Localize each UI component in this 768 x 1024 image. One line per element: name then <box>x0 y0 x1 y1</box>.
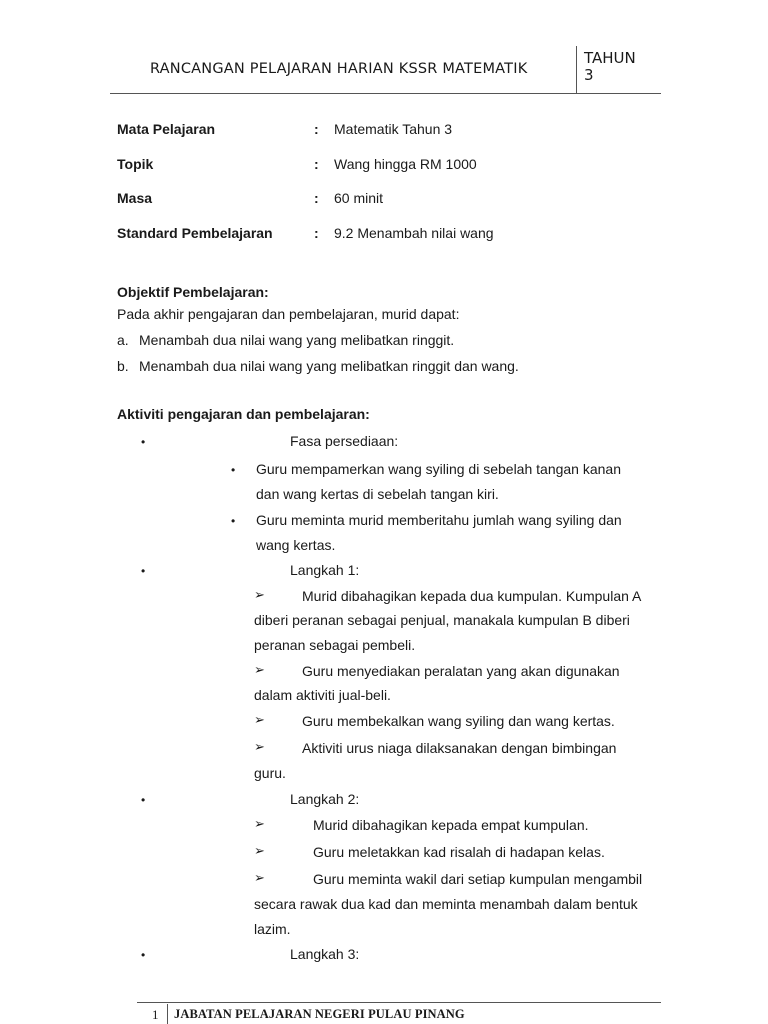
bullet-icon: • <box>141 435 146 449</box>
langkah1-item-line: Guru menyediakan peralatan yang akan digunakan <box>302 663 620 679</box>
info-value-subject: Matematik Tahun 3 <box>334 121 453 137</box>
langkah2-item-line: Guru meminta wakil dari setiap kumpulan mengambil <box>313 871 643 887</box>
langkah1-item-line: Guru membekalkan wang syiling dan wang kertas. <box>302 713 615 729</box>
langkah2-item-line: secara rawak dua kad dan meminta menambah dalam bentuk <box>254 896 638 912</box>
footer-rule <box>137 1002 661 1003</box>
bullet-icon: • <box>141 793 146 807</box>
langkah1-item-line: peranan sebagai pembeli. <box>254 637 416 653</box>
fasa-item-line: Guru mempamerkan wang syiling di sebelah tangan kanan <box>256 461 621 477</box>
header-rule <box>110 93 661 94</box>
objective-item: Menambah dua nilai wang yang melibatkan ringgit dan wang. <box>139 358 519 374</box>
page-header-title: RANCANGAN PELAJARAN HARIAN KSSR MATEMATIK <box>150 61 528 77</box>
info-colon: : <box>314 156 319 172</box>
bullet-icon: • <box>231 514 236 528</box>
langkah1-item-line: Aktiviti urus niaga dilaksanakan dengan bimbingan <box>302 740 617 756</box>
info-label-standard: Standard Pembelajaran <box>117 225 273 241</box>
objectives-intro: Pada akhir pengajaran dan pembelajaran, murid dapat: <box>117 306 460 322</box>
footer-text: JABATAN PELAJARAN NEGERI PULAU PINANG <box>174 1007 465 1021</box>
bullet-icon: • <box>141 564 146 578</box>
arrow-bullet-icon: ➢ <box>254 871 265 886</box>
fasa-item-line: wang kertas. <box>256 537 336 553</box>
activities-heading: Aktiviti pengajaran dan pembelajaran: <box>117 406 370 422</box>
langkah1-item-line: guru. <box>254 765 286 781</box>
info-label-subject: Mata Pelajaran <box>117 121 216 137</box>
footer-divider <box>167 1004 168 1024</box>
phase-title-fasa: Fasa persediaan: <box>290 433 399 449</box>
arrow-bullet-icon: ➢ <box>254 588 265 603</box>
info-value-topic: Wang hingga RM 1000 <box>334 156 477 172</box>
langkah2-item-line: Guru meletakkan kad risalah di hadapan kelas. <box>313 844 605 860</box>
arrow-bullet-icon: ➢ <box>254 740 265 755</box>
arrow-bullet-icon: ➢ <box>254 713 265 728</box>
objective-marker: b. <box>117 358 129 374</box>
info-colon: : <box>314 225 319 241</box>
page-number: 1 <box>152 1007 159 1022</box>
info-colon: : <box>314 190 319 206</box>
header-year-number: 3 <box>584 66 594 84</box>
fasa-item-line: Guru meminta murid memberitahu jumlah wang syiling dan <box>256 512 622 528</box>
header-divider <box>576 46 577 94</box>
objective-marker: a. <box>117 332 129 348</box>
langkah1-item-line: dalam aktiviti jual-beli. <box>254 687 391 703</box>
langkah1-item-line: Murid dibahagikan kepada dua kumpulan. Kumpulan A <box>302 588 642 604</box>
objective-item: Menambah dua nilai wang yang melibatkan ringgit. <box>139 332 455 348</box>
bullet-icon: • <box>141 948 146 962</box>
phase-title-langkah-1: Langkah 1: <box>290 562 360 578</box>
info-value-time: 60 minit <box>334 190 384 206</box>
header-year <box>584 50 636 84</box>
arrow-bullet-icon: ➢ <box>254 844 265 859</box>
objectives-heading: Objektif Pembelajaran: <box>117 284 269 300</box>
langkah2-item-line: Murid dibahagikan kepada empat kumpulan. <box>313 817 589 833</box>
langkah2-item-line: lazim. <box>254 921 291 937</box>
langkah1-item-line: diberi peranan sebagai penjual, manakala kumpulan B diberi <box>254 612 630 628</box>
phase-title-langkah-3: Langkah 3: <box>290 946 360 962</box>
arrow-bullet-icon: ➢ <box>254 663 265 678</box>
info-value-standard: 9.2 Menambah nilai wang <box>334 225 494 241</box>
fasa-item-line: dan wang kertas di sebelah tangan kiri. <box>256 486 499 502</box>
header-year-label: TAHUN <box>584 49 636 67</box>
phase-title-langkah-2: Langkah 2: <box>290 791 360 807</box>
info-label-time: Masa <box>117 190 153 206</box>
info-label-topic: Topik <box>117 156 154 172</box>
arrow-bullet-icon: ➢ <box>254 817 265 832</box>
info-colon: : <box>314 121 319 137</box>
bullet-icon: • <box>231 463 236 477</box>
